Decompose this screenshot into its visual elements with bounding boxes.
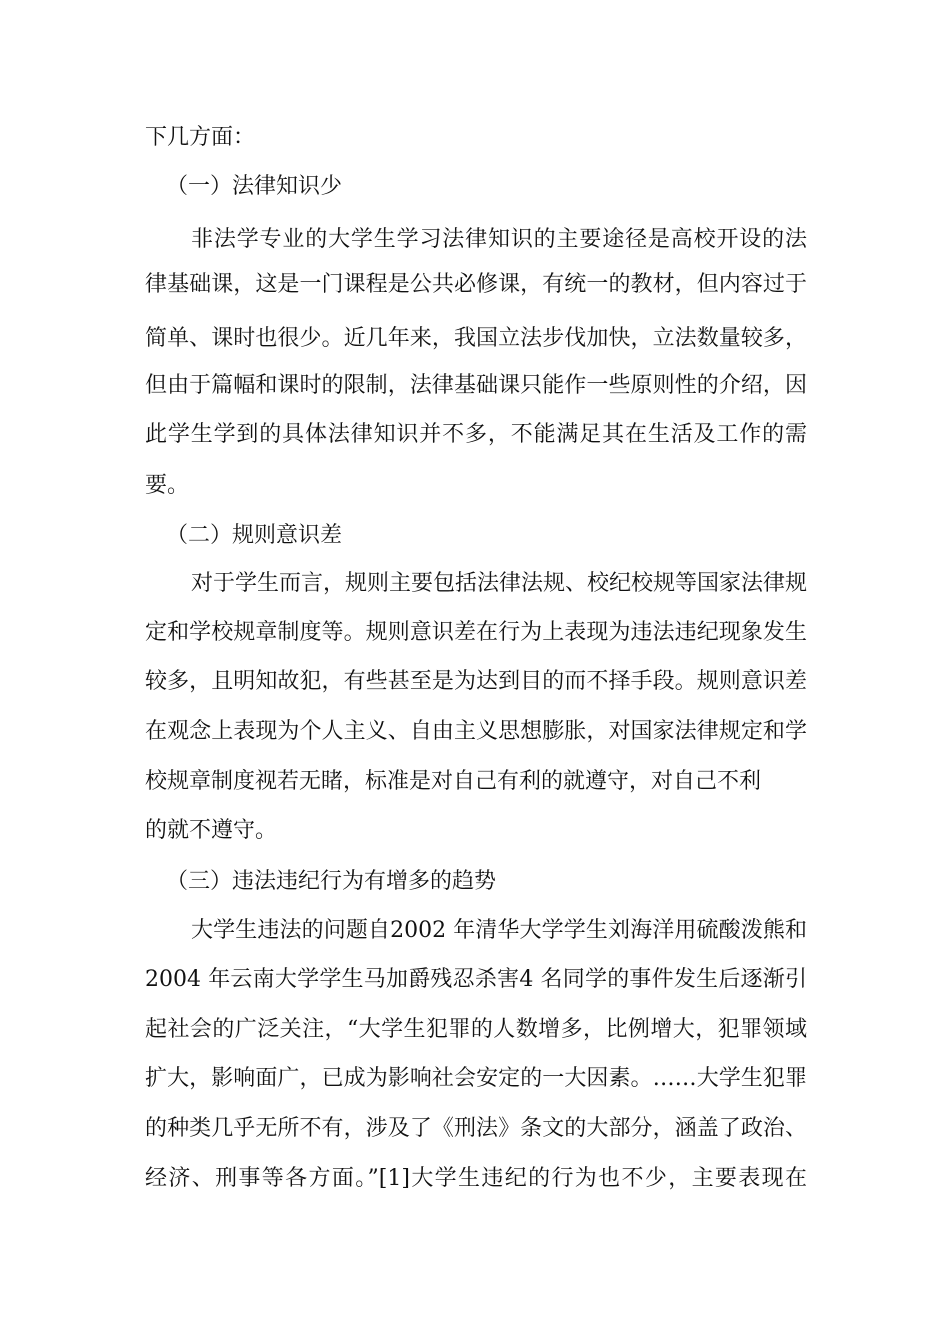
- paragraph-3-line-3: 起社会的广泛关注，“大学生犯罪的人数增多，比例增大，犯罪领域: [145, 1017, 807, 1042]
- paragraph-2-line-6: 的就不遵守。: [145, 818, 278, 843]
- paragraph-1-line-6: 要。: [145, 473, 190, 498]
- paragraph-1-line-2: 律基础课，这是一门课程是公共必修课，有统一的教材，但内容过于: [145, 272, 807, 297]
- paragraph-3-line-2: 2004 年云南大学学生马加爵残忍杀害4 名同学的事件发生后逐渐引: [145, 967, 807, 992]
- paragraph-1-line-4: 但由于篇幅和课时的限制，法律基础课只能作一些原则性的介绍，因: [145, 373, 807, 398]
- paragraph-3-line-1: 大学生违法的问题自2002 年清华大学学生刘海洋用硫酸泼熊和: [191, 918, 807, 943]
- paragraph-3-line-4: 扩大，影响面广，已成为影响社会安定的一大因素。……大学生犯罪: [145, 1066, 807, 1091]
- paragraph-2-line-2: 定和学校规章制度等。规则意识差在行为上表现为违法违纪现象发生: [145, 620, 807, 645]
- paragraph-3-line-5: 的种类几乎无所不有，涉及了《刑法》条文的大部分，涵盖了政治、: [145, 1116, 807, 1141]
- paragraph-2-line-4: 在观念上表现为个人主义、自由主义思想膨胀，对国家法律规定和学: [145, 719, 807, 744]
- paragraph-2-line-3: 较多，且明知故犯，有些甚至是为达到目的而不择手段。规则意识差: [145, 669, 807, 694]
- paragraph-2-line-5: 校规章制度视若无睹，标准是对自己有利的就遵守，对自己不利: [145, 769, 762, 794]
- section-heading-2: （二）规则意识差: [166, 523, 343, 548]
- paragraph-3-line-6: 经济、刑事等各方面。”[1]大学生违纪的行为也不少，主要表现在: [145, 1166, 807, 1191]
- paragraph-1-line-5: 此学生学到的具体法律知识并不多，不能满足其在生活及工作的需: [145, 422, 807, 447]
- section-heading-1: （一）法律知识少: [166, 174, 343, 199]
- section-heading-3: （三）违法违纪行为有增多的趋势: [166, 869, 497, 894]
- paragraph-1-line-3: 简单、课时也很少。近几年来，我国立法步伐加快，立法数量较多，: [145, 326, 807, 351]
- paragraph-2-line-1: 对于学生而言，规则主要包括法律法规、校纪校规等国家法律规: [191, 571, 808, 596]
- text-line-continuation: 下几方面：: [145, 125, 256, 150]
- paragraph-1-line-1: 非法学专业的大学生学习法律知识的主要途径是高校开设的法: [191, 227, 807, 252]
